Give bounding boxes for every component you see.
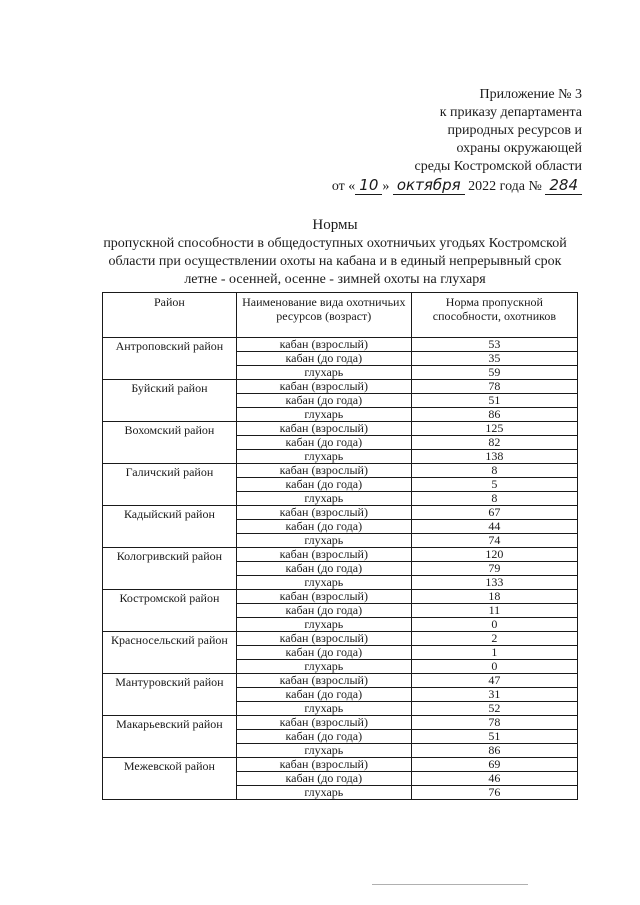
species-name: кабан (взрослый) <box>236 674 411 688</box>
species-name: глухарь <box>236 492 411 506</box>
norm-value: 0 <box>411 618 577 632</box>
species-name: глухарь <box>236 786 411 800</box>
title-line-2: области при осуществлении охоты на кабана и в единый непрерывный срок <box>108 254 562 269</box>
date-mid: » <box>382 179 390 194</box>
header-norm: Норма пропускной способности, охотников <box>411 293 577 338</box>
norm-value: 67 <box>411 506 577 520</box>
table-row <box>103 506 578 520</box>
species-name: кабан (до года) <box>236 352 411 366</box>
table-row <box>103 338 578 352</box>
district-name: Межевской район <box>103 758 237 800</box>
species-name: кабан (взрослый) <box>236 548 411 562</box>
date-day: 10 <box>355 176 382 195</box>
species-name: кабан (до года) <box>236 730 411 744</box>
title-heading: Нормы <box>312 217 358 233</box>
species-name: кабан (взрослый) <box>236 422 411 436</box>
norm-value: 0 <box>411 660 577 674</box>
norm-value: 78 <box>411 380 577 394</box>
district-name: Буйский район <box>103 380 237 422</box>
norm-value: 35 <box>411 352 577 366</box>
district-name: Макарьевский район <box>103 716 237 758</box>
table-row <box>103 422 578 436</box>
table-row <box>103 632 578 646</box>
species-name: кабан (взрослый) <box>236 758 411 772</box>
species-name: кабан (взрослый) <box>236 338 411 352</box>
table-row <box>103 464 578 478</box>
norm-value: 2 <box>411 632 577 646</box>
species-name: кабан (до года) <box>236 520 411 534</box>
species-name: глухарь <box>236 744 411 758</box>
species-name: кабан (до года) <box>236 646 411 660</box>
species-name: кабан (до года) <box>236 394 411 408</box>
species-name: кабан (до года) <box>236 772 411 786</box>
table-row <box>103 758 578 772</box>
species-name: кабан (до года) <box>236 688 411 702</box>
species-name: кабан (до года) <box>236 604 411 618</box>
norm-value: 5 <box>411 478 577 492</box>
appendix-block <box>332 86 582 196</box>
appendix-order-ref: к приказу департамента <box>439 105 582 120</box>
title-line-3: летне - осенней, осенне - зимней охоты на глухаря <box>184 272 486 287</box>
species-name: глухарь <box>236 534 411 548</box>
species-name: кабан (взрослый) <box>236 590 411 604</box>
norm-value: 86 <box>411 408 577 422</box>
norm-value: 74 <box>411 534 577 548</box>
district-name: Костромской район <box>103 590 237 632</box>
table-row <box>103 716 578 730</box>
species-name: кабан (до года) <box>236 478 411 492</box>
species-name: кабан (взрослый) <box>236 464 411 478</box>
norm-value: 138 <box>411 450 577 464</box>
norm-value: 8 <box>411 492 577 506</box>
species-name: глухарь <box>236 702 411 716</box>
table-header-row <box>103 293 578 338</box>
norms-table <box>102 292 578 800</box>
appendix-number: Приложение № 3 <box>479 87 582 102</box>
norm-value: 47 <box>411 674 577 688</box>
table-row <box>103 380 578 394</box>
norm-value: 133 <box>411 576 577 590</box>
appendix-dept-line: природных ресурсов и <box>447 123 582 138</box>
district-name: Кологривский район <box>103 548 237 590</box>
date-year: 2022 года № <box>468 179 542 194</box>
species-name: кабан (до года) <box>236 562 411 576</box>
species-name: кабан (взрослый) <box>236 380 411 394</box>
date-month: октября <box>393 176 465 195</box>
norm-value: 8 <box>411 464 577 478</box>
norm-value: 59 <box>411 366 577 380</box>
order-number: 284 <box>545 176 582 195</box>
norm-value: 31 <box>411 688 577 702</box>
appendix-region: среды Костромской области <box>414 159 582 174</box>
table-row <box>103 590 578 604</box>
norm-value: 86 <box>411 744 577 758</box>
species-name: глухарь <box>236 576 411 590</box>
header-species: Наименование вида охотничьих ресурсов (возраст) <box>236 293 411 338</box>
norm-value: 76 <box>411 786 577 800</box>
norm-value: 82 <box>411 436 577 450</box>
norm-value: 11 <box>411 604 577 618</box>
norm-value: 51 <box>411 394 577 408</box>
table-row <box>103 548 578 562</box>
species-name: глухарь <box>236 660 411 674</box>
norm-value: 46 <box>411 772 577 786</box>
date-prefix: от « <box>331 179 356 194</box>
appendix-date-line <box>332 176 582 196</box>
norm-value: 51 <box>411 730 577 744</box>
district-name: Красносельский район <box>103 632 237 674</box>
norm-value: 44 <box>411 520 577 534</box>
document-title <box>80 216 590 289</box>
district-name: Вохомский район <box>103 422 237 464</box>
species-name: глухарь <box>236 366 411 380</box>
norm-value: 18 <box>411 590 577 604</box>
species-name: глухарь <box>236 618 411 632</box>
norm-value: 79 <box>411 562 577 576</box>
species-name: кабан (взрослый) <box>236 506 411 520</box>
species-name: глухарь <box>236 408 411 422</box>
title-line-1: пропускной способности в общедоступных охотничьих угодьях Костромской <box>103 236 567 251</box>
norm-value: 120 <box>411 548 577 562</box>
footer-rule <box>372 884 528 885</box>
norm-value: 53 <box>411 338 577 352</box>
appendix-dept-line-2: охраны окружающей <box>456 141 582 156</box>
district-name: Галичский район <box>103 464 237 506</box>
norm-value: 78 <box>411 716 577 730</box>
norm-value: 1 <box>411 646 577 660</box>
species-name: кабан (взрослый) <box>236 632 411 646</box>
norm-value: 125 <box>411 422 577 436</box>
table-body <box>103 338 578 800</box>
district-name: Кадыйский район <box>103 506 237 548</box>
header-district: Район <box>103 293 237 338</box>
norm-value: 69 <box>411 758 577 772</box>
species-name: кабан (до года) <box>236 436 411 450</box>
norm-value: 52 <box>411 702 577 716</box>
district-name: Антроповский район <box>103 338 237 380</box>
table-row <box>103 674 578 688</box>
district-name: Мантуровский район <box>103 674 237 716</box>
species-name: кабан (взрослый) <box>236 716 411 730</box>
species-name: глухарь <box>236 450 411 464</box>
